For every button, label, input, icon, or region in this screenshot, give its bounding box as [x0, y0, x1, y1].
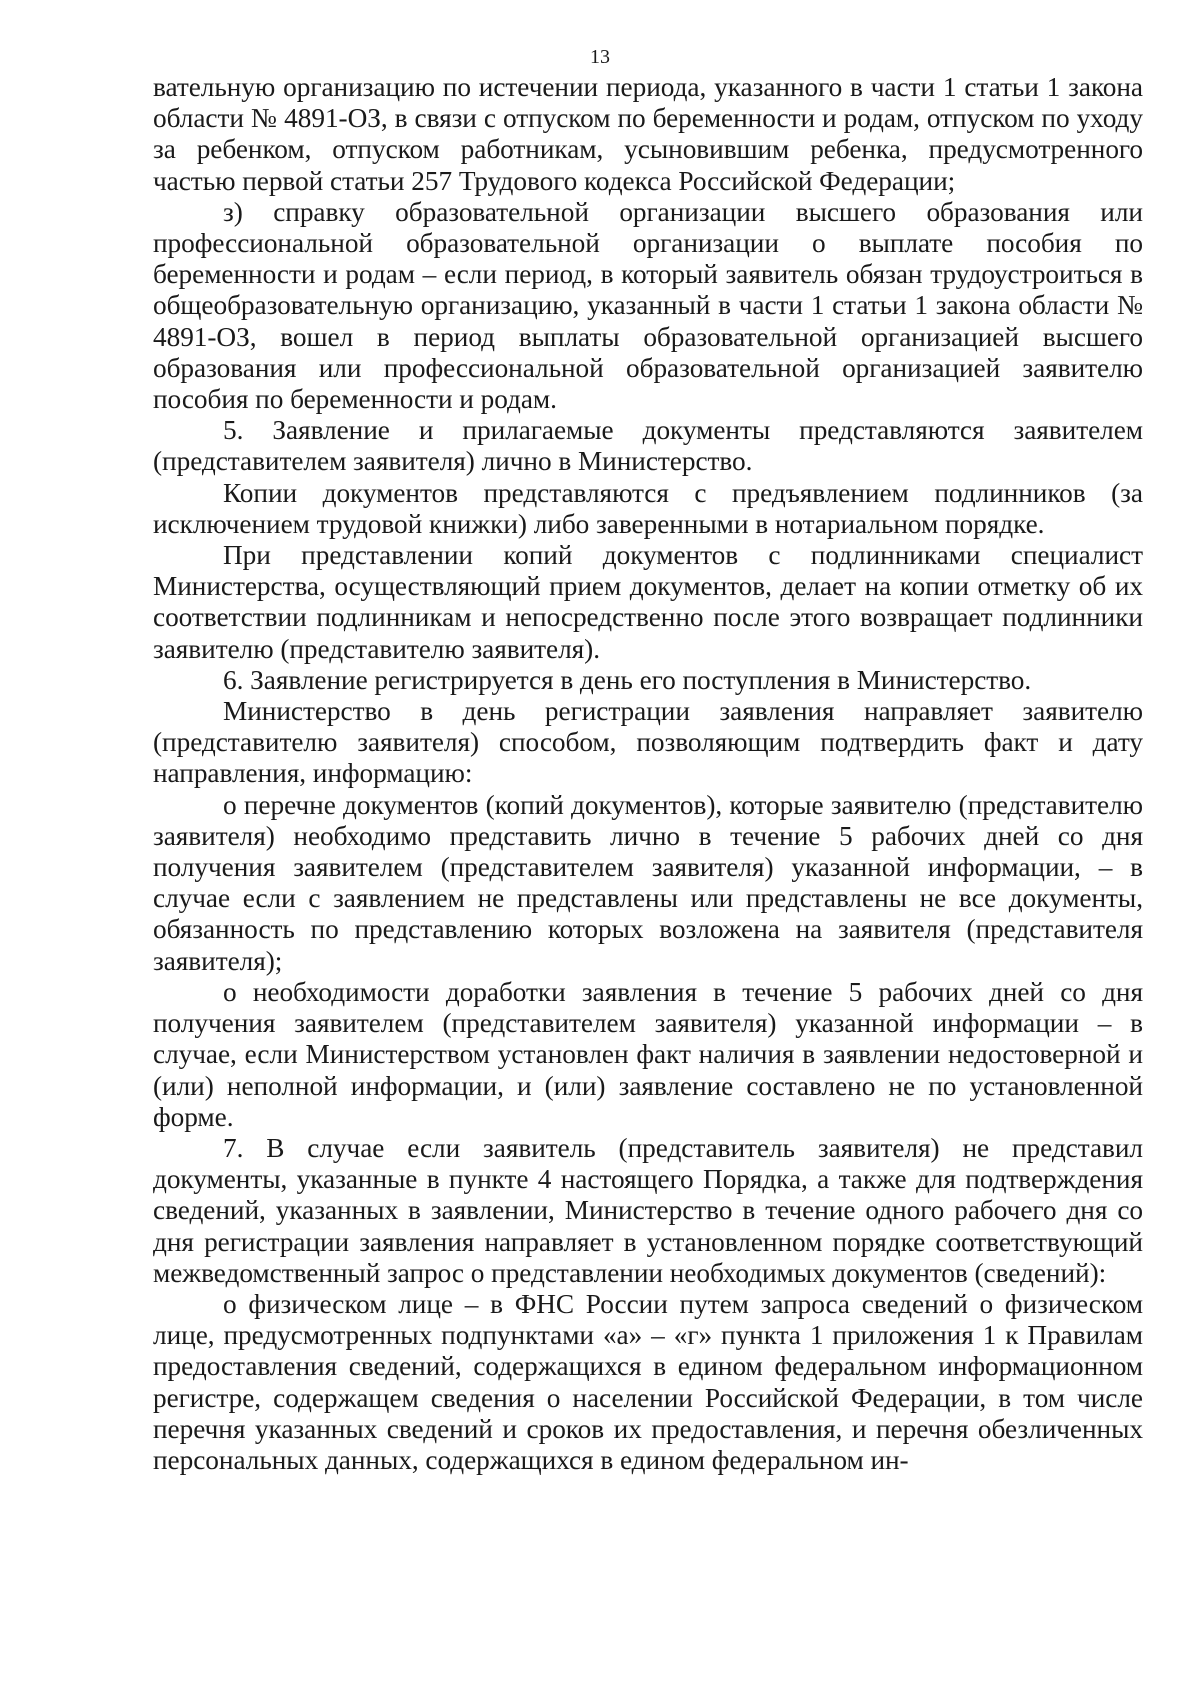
page-number: 13 — [590, 46, 610, 68]
paragraph-item-z: з) справку образовательной организации высшего образования или профессиональной образовательной организации о выплате пособия по беременности и родам – если период, в который заявитель обязан трудоустроиться в общеобразовательную организацию, указанный в части 1 статьи 1 закона области № 4891-ОЗ, вошел в период выплаты образовательной организацией высшего образования или профессиональной образовательной организацией заявителю пособия по беременности и родам. — [153, 196, 1143, 415]
paragraph-documents-list: о перечне документов (копий документов), которые заявителю (представителю заявителя) необходимо представить лично в течение 5 рабочих дней со дня получения заявителем (представителем заявителя) указанной информации, – в случае если с заявлением не представлены или представлены не все документы, обязанность по представлению которых возложена на заявителя (представителя заявителя); — [153, 789, 1143, 976]
paragraph-continuation: вательную организацию по истечении периода, указанного в части 1 статьи 1 закона области № 4891-ОЗ, в связи с отпуском по беременности и родам, отпуском по уходу за ребенком, отпуском работникам, усыновившим ребенка, предусмотренного частью первой статьи 257 Трудового кодекса Российской Федерации; — [153, 72, 1143, 196]
paragraph-individual: о физическом лице – в ФНС России путем запроса сведений о физическом лице, предусмотренных подпунктами «а» – «г» пункта 1 приложения 1 к Правилам предоставления сведений, содержащихся в едином федеральном информационном регистре, содержащем сведения о населении Российской Федерации, в том числе перечня указанных сведений и сроков их предоставления, и перечня обезличенных персональных данных, содержащихся в едином федеральном ин- — [153, 1288, 1143, 1475]
document-body — [153, 72, 1143, 1476]
paragraph-copies: Копии документов представляются с предъявлением подлинников (за исключением трудовой книжки) либо заверенными в нотариальном порядке. — [153, 477, 1143, 539]
paragraph-revision: о необходимости доработки заявления в течение 5 рабочих дней со дня получения заявителем (представителем заявителя) указанной информации – в случае, если Министерством установлен факт наличия в заявлении недостоверной и (или) неполной информации, и (или) заявление составлено не по установленной форме. — [153, 976, 1143, 1132]
paragraph-clause-7: 7. В случае если заявитель (представитель заявителя) не представил документы, указанные в пункте 4 настоящего Порядка, а также для подтверждения сведений, указанных в заявлении, Министерство в течение одного рабочего дня со дня регистрации заявления направляет в установленном порядке соответствующий межведомственный запрос о представлении необходимых документов (сведений): — [153, 1132, 1143, 1288]
paragraph-clause-5: 5. Заявление и прилагаемые документы представляются заявителем (представителем заявителя) лично в Министерство. — [153, 415, 1143, 477]
paragraph-notification: Министерство в день регистрации заявления направляет заявителю (представителю заявителя) способом, позволяющим подтвердить факт и дату направления, информацию: — [153, 696, 1143, 789]
paragraph-clause-6: 6. Заявление регистрируется в день его поступления в Министерство. — [223, 664, 1032, 695]
paragraph-originals: При представлении копий документов с подлинниками специалист Министерства, осуществляющий прием документов, делает на копии отметку об их соответствии подлинникам и непосредственно после этого возвращает подлинники заявителю (представителю заявителя). — [153, 540, 1143, 664]
